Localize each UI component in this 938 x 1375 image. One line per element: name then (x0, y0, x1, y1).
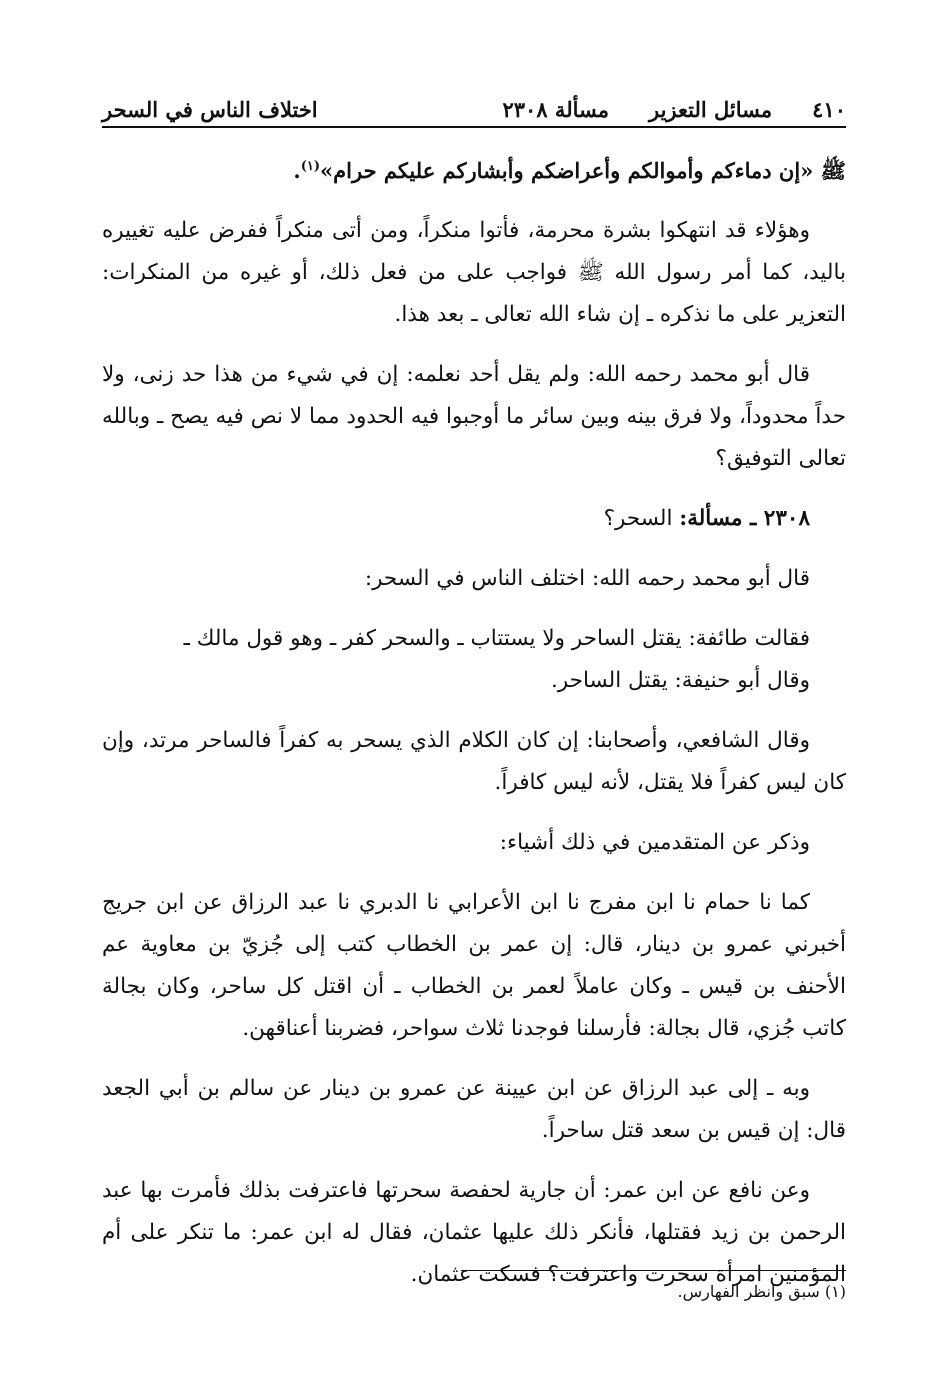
paragraph-2: وهؤلاء قد انتهكوا بشرة محرمة، فأتوا منكراً، ومن أتى منكراً ففرض عليه تغييره باليد، كما أمر رسول الله ﷺ فواجب على من فعل ذلك، أو غيره من المنكرات: التعزير على ما نذكره ـ إن شاء الله تعالى ـ بعد هذا. (102, 218, 846, 327)
paragraph-9: وذكر عن المتقدمين في ذلك أشياء: (499, 830, 810, 855)
footnote-divider (461, 1270, 846, 1271)
footnote: (١) سبق وانظر الفهارس. (677, 1282, 846, 1301)
paragraph-5: قال أبو محمد رحمه الله: اختلف الناس في السحر: (364, 566, 810, 591)
hadith-quote (102, 150, 846, 192)
paragraph-8: وقال الشافعي، وأصحابنا: إن كان الكلام الذي يسحر به كفراً فالساحر مرتد، وإن كان ليس كفراً فلا يقتل، لأنه ليس كافراً. (102, 728, 846, 795)
paragraph-12: وعن نافع عن ابن عمر: أن جارية لحفصة سحرتها فاعترفت بذلك فأمرت بها عبد الرحمن بن زيد فقتلها، فأنكر ذلك عليها عثمان، فقال له ابن عمر: ما تنكر على أم المؤمنين امرأة سحرت واعترفت؟ فسكت عثمان. (102, 1178, 846, 1287)
body-text (102, 150, 846, 1314)
chapter-title: اختلاف الناس في السحر (102, 96, 318, 122)
paragraph-3: قال أبو محمد رحمه الله: ولم يقل أحد نعلمه: إن في شيء من هذا حد زنى، ولا حداً محدوداً، ولا فرق بينه وبين سائر ما أوجبوا فيه الحدود مما لا نص فيه يصح ـ وبالله تعالى التوفيق؟ (102, 362, 846, 471)
issue-number: ٢٣٠٨ ـ مسألة: (679, 506, 810, 531)
issue-reference: مسألة ٢٣٠٨ (502, 96, 609, 122)
book-section-title: مسائل التعزير (648, 96, 773, 122)
page-number: ٤١٠ (812, 96, 846, 122)
paragraph-10: كما نا حمام نا ابن مفرج نا ابن الأعرابي نا الدبري نا عبد الرزاق عن ابن جريج أخبرني عمرو بن دينار، قال: إن عمر بن الخطاب كتب إلى جُزيّ بن معاوية عم الأحنف بن قيس ـ وكان عاملاً لعمر بن الخطاب ـ أن اقتل كل ساحر، وكان بجالة كاتب جُزي، قال بجالة: فأرسلنا فوجدنا ثلاث سواحر، فضربنا أعناقهن. (102, 890, 846, 1041)
paragraph-11: وبه ـ إلى عبد الرزاق عن ابن عيينة عن عمرو بن دينار عن سالم بن أبي الجعد قال: إن قيس بن سعد قتل ساحراً. (102, 1076, 846, 1143)
hadith-end: . (293, 158, 301, 183)
paragraph-7: وقال أبو حنيفة: يقتل الساحر. (550, 668, 810, 693)
paragraph-6: فقالت طائفة: يقتل الساحر ولا يستتاب ـ والسحر كفر ـ وهو قول مالك ـ (183, 626, 810, 651)
issue-subject: السحر؟ (603, 506, 673, 531)
footnote-marker: (١) (300, 159, 321, 174)
running-header (102, 92, 846, 128)
hadith-text: ﷺ «إن دماءكم وأموالكم وأعراضكم وأبشاركم عليكم حرام» (320, 158, 846, 183)
book-page (102, 0, 846, 1375)
issue-heading (102, 498, 846, 540)
header-right-group (503, 97, 847, 122)
